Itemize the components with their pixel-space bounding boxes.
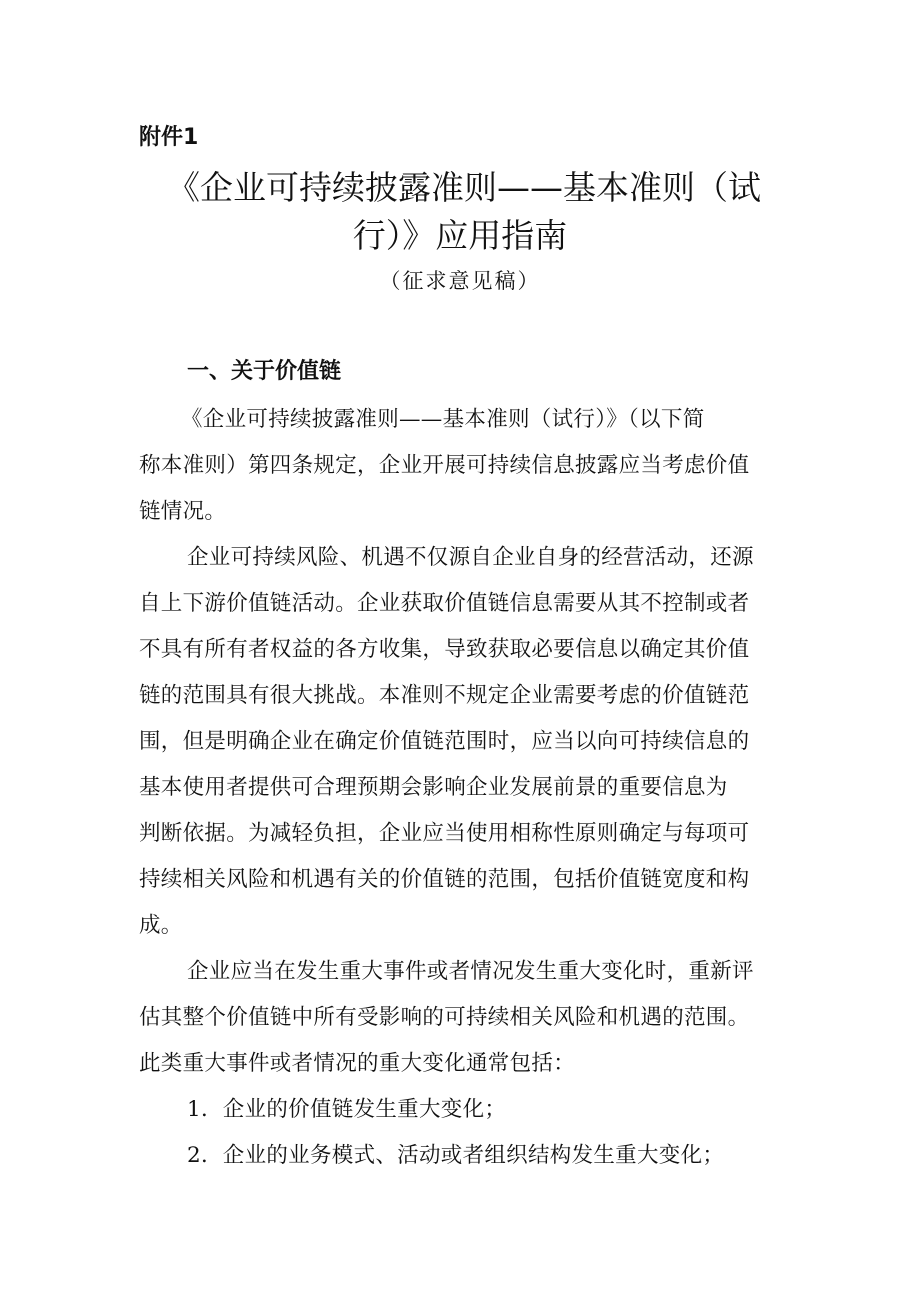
- annex-label: 附件1: [139, 125, 199, 150]
- paragraph-line: 企业应当在发生重大事件或者情况发生重大变化时，重新评: [187, 959, 754, 984]
- paragraph-line: 自上下游价值链活动。企业获取价值链信息需要从其不控制或者: [139, 591, 750, 616]
- paragraph-line: 围，但是明确企业在确定价值链范围时，应当以向可持续信息的: [139, 729, 750, 754]
- paragraph-line: 此类重大事件或者情况的重大变化通常包括：: [139, 1051, 576, 1076]
- paragraph-line: 估其整个价值链中所有受影响的可持续相关风险和机遇的范围。: [139, 1005, 750, 1030]
- paragraph-line: 成。: [139, 913, 183, 938]
- paragraph-line: 《企业可持续披露准则——基本准则（试行）》（以下简: [181, 407, 705, 432]
- paragraph-line: 链情况。: [139, 499, 227, 524]
- paragraph-line: 基本使用者提供可合理预期会影响企业发展前景的重要信息为: [139, 775, 728, 800]
- section-heading: 一、关于价值链: [187, 359, 342, 384]
- paragraph-line: 持续相关风险和机遇有关的价值链的范围，包括价值链宽度和构: [139, 867, 750, 892]
- list-item: 2．企业的业务模式、活动或者组织结构发生重大变化；: [187, 1143, 725, 1168]
- paragraph-line: 链的范围具有很大挑战。本准则不规定企业需要考虑的价值链范: [139, 683, 750, 708]
- document-subtitle: （征求意见稿）: [379, 269, 541, 293]
- paragraph-line: 判断依据。为减轻负担，企业应当使用相称性原则确定与每项可: [139, 821, 750, 846]
- list-item: 1．企业的价值链发生重大变化；: [187, 1097, 507, 1122]
- paragraph-line: 称本准则）第四条规定，企业开展可持续信息披露应当考虑价值: [139, 453, 750, 478]
- document-title-line-2: 行）》应用指南: [352, 216, 568, 255]
- document-title-line-1: 《企业可持续披露准则——基本准则（试: [167, 168, 761, 207]
- paragraph-line: 不具有所有者权益的各方收集，导致获取必要信息以确定其价值: [139, 637, 750, 662]
- paragraph-line: 企业可持续风险、机遇不仅源自企业自身的经营活动，还源: [187, 545, 754, 570]
